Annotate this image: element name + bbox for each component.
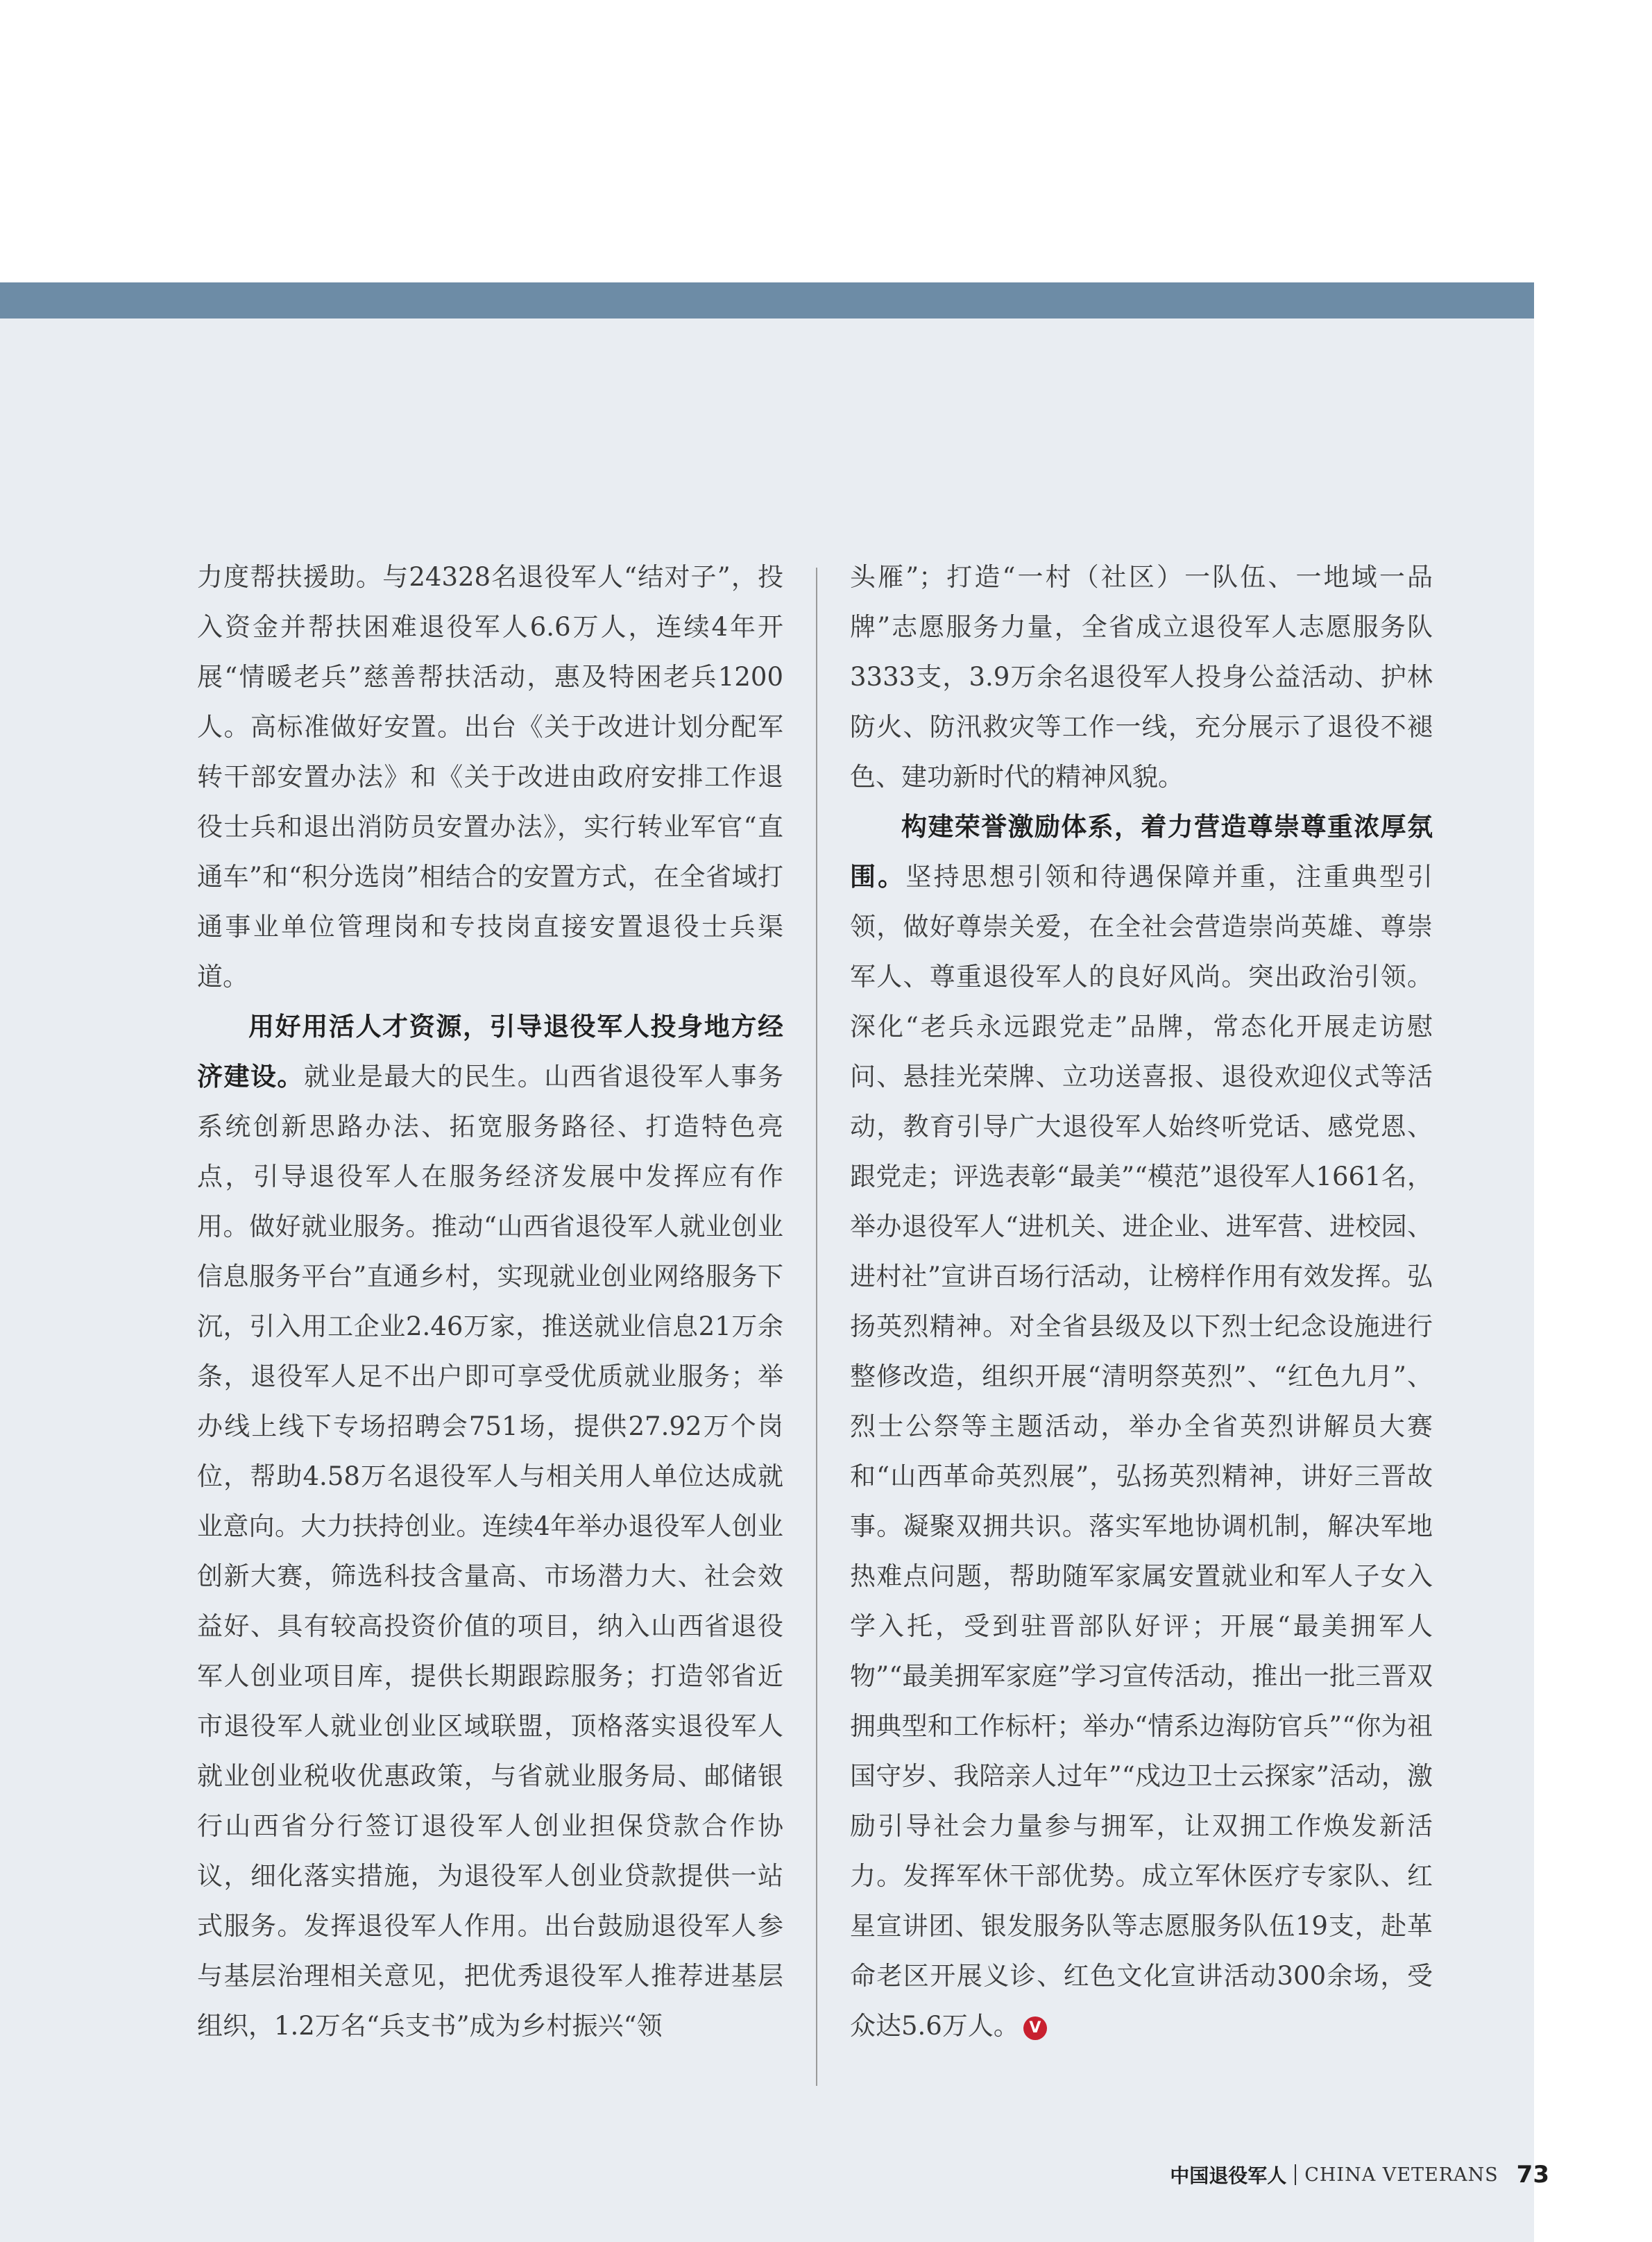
column-divider: [816, 568, 817, 2086]
magazine-name-en: CHINA VETERANS: [1304, 2164, 1499, 2186]
footer-separator: [1295, 2164, 1296, 2185]
right-text-column: [850, 552, 1433, 2051]
section-heading-talent: 用好用活人才资源，引导退役军人投身地方经济建设。: [197, 1012, 783, 1092]
right-paragraph-1: 头雁”；打造“一村（社区）一队伍、一地域一品牌”志愿服务力量，全省成立退役军人志愿服务队3333支，3.9万余名退役军人投身公益活动、护林防火、防汛救灾等工作一线，充分展示了退役不褪色、建功新时代的精神风貌。: [850, 562, 1433, 792]
left-paragraph-2: [197, 1002, 783, 2051]
left-paragraph-2-body: 就业是最大的民生。山西省退役军人事务系统创新思路办法、拓宽服务路径、打造特色亮点，引导退役军人在服务经济发展中发挥应有作用。做好就业服务。推动“山西省退役军人就业创业信息服务平台”直通乡村，实现就业创业网络服务下沉，引入用工企业2.46万家，推送就业信息21万余条，退役军人足不出户即可享受优质就业服务；举办线上线下专场招聘会751场，提供27.92万个岗位，帮助4.58万名退役军人与相关用人单位达成就业意向。大力扶持创业。连续4年举办退役军人创业创新大赛，筛选科技含量高、市场潜力大、社会效益好、具有较高投资价值的项目，纳入山西省退役军人创业项目库，提供长期跟踪服务；打造邻省近市退役军人就业创业区域联盟，顶格落实退役军人就业创业税收优惠政策，与省就业服务局、邮储银行山西省分行签订退役军人创业担保贷款合作协议，细化落实措施，为退役军人创业贷款提供一站式服务。发挥退役军人作用。出台鼓励退役军人参与基层治理相关意见，把优秀退役军人推荐进基层组织，1.2万名“兵支书”成为乡村振兴“领: [197, 1062, 784, 2041]
left-text-column: [197, 552, 783, 2051]
right-paragraph-2-body: 坚持思想引领和待遇保障并重，注重典型引领，做好尊崇关爱，在全社会营造崇尚英雄、尊崇军人、尊重退役军人的良好风尚。突出政治引领。深化“老兵永远跟党走”品牌，常态化开展走访慰问、悬挂光荣牌、立功送喜报、退役欢迎仪式等活动，教育引导广大退役军人始终听党话、感党恩、跟党走；评选表彰“最美”“模范”退役军人1661名，举办退役军人“进机关、进企业、进军营、进校园、进村社”宣讲百场行活动，让榜样作用有效发挥。弘扬英烈精神。对全省县级及以下烈士纪念设施进行整修改造，组织开展“清明祭英烈”、“红色九月”、烈士公祭等主题活动，举办全省英烈讲解员大赛和“山西革命英烈展”，弘扬英烈精神，讲好三晋故事。凝聚双拥共识。落实军地协调机制，解决军地热难点问题，帮助随军家属安置就业和军人子女入学入托，受到驻晋部队好评；开展“最美拥军人物”“最美拥军家庭”学习宣传活动，推出一批三晋双拥典型和工作标杆；举办“情系边海防官兵”“你为祖国守岁、我陪亲人过年”“戍边卫士云探家”活动，激励引导社会力量参与拥军，让双拥工作焕发新活力。发挥军休干部优势。成立军休医疗专家队、红星宣讲团、银发服务队等志愿服务队伍19支，赴革命老区开展义诊、红色文化宣讲活动300余场，受众达5.6万人。: [850, 862, 1433, 2041]
page-footer: [1170, 2159, 1549, 2190]
section-heading-honor: 构建荣誉激励体系，着力营造尊崇尊重浓厚氛围。: [850, 812, 1433, 892]
end-mark-icon: V: [1023, 2016, 1047, 2040]
left-paragraph-1: 力度帮扶援助。与24328名退役军人“结对子”，投入资金并帮扶困难退役军人6.6万人，连续4年开展“情暖老兵”慈善帮扶活动，惠及特困老兵1200人。高标准做好安置。出台《关于改进计划分配军转干部安置办法》和《关于改进由政府安排工作退役士兵和退出消防员安置办法》，实行转业军官“直通车”和“积分选岗”相结合的安置方式，在全省域打通事业单位管理岗和专技岗直接安置退役士兵渠道。: [197, 562, 783, 992]
header-color-band: [0, 282, 1534, 319]
magazine-name-cn: 中国退役军人: [1170, 2164, 1287, 2187]
page-number: 73: [1516, 2161, 1549, 2189]
right-paragraph-2: [850, 802, 1433, 2051]
